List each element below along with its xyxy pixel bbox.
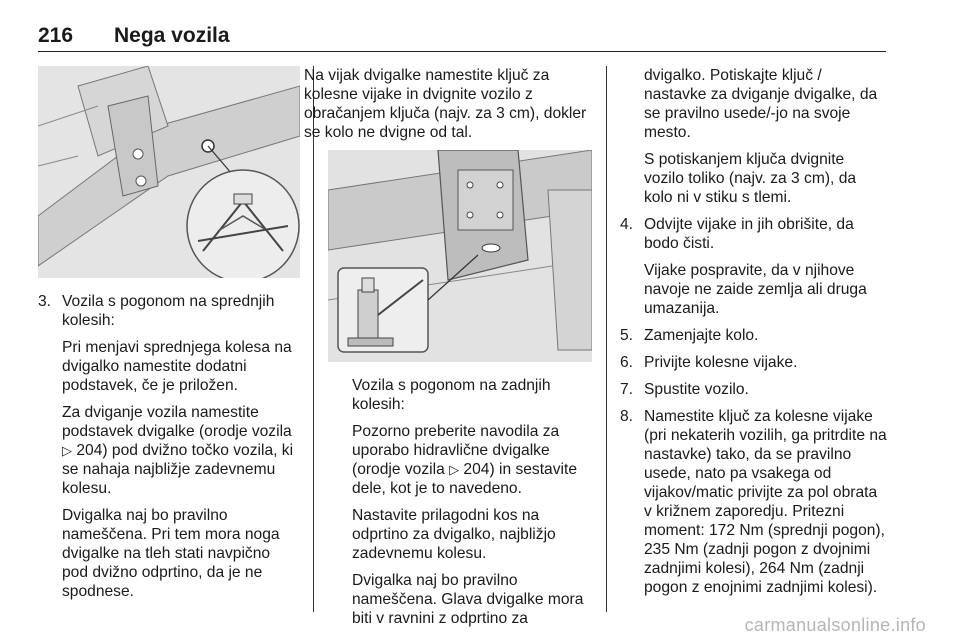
list-item: 5. Zamenjajte kolo. [620,327,759,344]
page-number: 216 [38,24,74,47]
page-reference-arrow-icon: ▷ [62,443,72,458]
column-1 [38,66,300,609]
paragraph: Pozorno preberite navodila za uporabo hidravlične dvigalke (orodje vozila ▷ 204) in sestavite dele, kot je to navedeno. [352,423,577,497]
page-header [38,22,886,52]
paragraph: dvigalko. Potiskajte ključ / nastavke za dviganje dvigalke, da se pravilno usede/-jo na svoje mesto. [644,67,878,141]
paragraph: Na vijak dvigalke namestite ključ za kolesne vijake in dvignite vozilo z obračanjem ključa (najv. za 3 cm), dokler se kolo ne dvigne od tal. [304,67,587,141]
paragraph: Vozila s pogonom na zadnjih kolesih: [352,377,551,413]
list-item: 8. Namestite ključ za kolesne vijake (pri nekaterih vozilih, ga pritrdite na nastavke) tako, da se pravilno usede, nato pa vsakega od vijakov/matic privijte za pol obrata v križnem zaporedju. Pritezni moment: 172 Nm (sprednji pogon), 235 Nm (zadnji pogon z dvojnimi zadnjimi kolesi), 264 Nm (zadnji pogon z enojnimi zadnjimi kolesi). [620,408,887,596]
paragraph: Za dviganje vozila namestite podstavek dvigalke (orodje vozila ▷ 204) pod dvižno točko vozila, ki se nahaja najbližje zadevnemu kolesu. [62,404,294,497]
paragraph: Pri menjavi sprednjega kolesa na dvigalko namestite dodatni podstavek, če je priložen. [62,339,292,394]
watermark: carmanualsonline.info [744,615,926,635]
list-item: 3. Vozila s pogonom na sprednjih kolesih: [38,293,275,329]
list-item: 4. Odvijte vijake in jih obrišite, da bodo čisti. [620,216,854,252]
list-item: 7. Spustite vozilo. [620,381,749,398]
paragraph: Vijake pospravite, da v njihove navoje ne zaide zemlja ali druga umazanija. [644,262,867,317]
jack-placement-illustration [38,66,300,278]
column-2 [304,66,592,636]
column-3 [620,66,888,605]
paragraph: Nastavite prilagodni kos na odprtino za dvigalko, najbližjo zadevnemu kolesu. [352,507,556,562]
column-divider [313,66,314,612]
hydraulic-jack-illustration [328,150,592,362]
column-divider [606,66,607,612]
list-item: 6. Privijte kolesne vijake. [620,354,798,371]
chapter-title: Nega vozila [114,24,230,47]
paragraph: S potiskanjem ključa dvignite vozilo toliko (najv. za 3 cm), da kolo ni v stiku s tlemi. [644,151,857,206]
paragraph: Dvigalka naj bo pravilno nameščena. Pri tem mora noga dvigalke na tleh stati navpično pod dvižno odprtino, da je ne spodnese. [62,507,280,600]
paragraph: Dvigalka naj bo pravilno nameščena. Glava dvigalke mora biti v ravnini z odprtino za [352,572,584,627]
page-reference-arrow-icon: ▷ [449,462,460,477]
